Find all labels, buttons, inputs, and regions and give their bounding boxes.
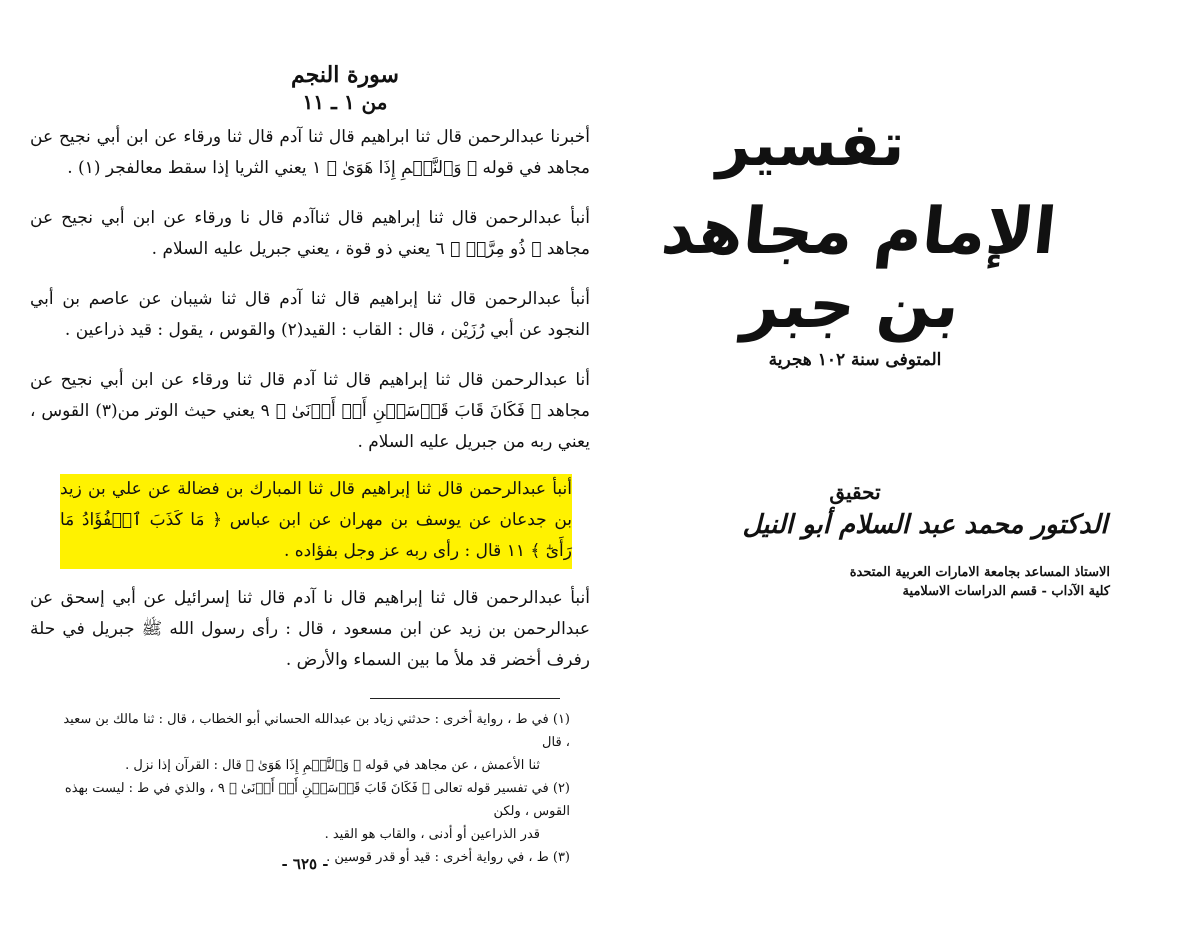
footnote-line: (١) في ط ، رواية أخرى : حدثني زياد بن عبدالله الحساني أبو الخطاب ، قال : ثنا مالك بن سعيد ، قال (63, 712, 570, 750)
page-number: - ٦٢٥ - (281, 855, 329, 873)
paragraph-2: أنبأ عبدالرحمن قال ثنا إبراهيم قال ثناآدم قال نا ورقاء عن ابن أبي نجيح عن مجاهد ﴿ ذُو مِرَّةٖ ﴾ ٦ يعني ذو قوة ، يعني جبريل عليه السلام . (30, 208, 590, 259)
paragraph-3: أنبأ عبدالرحمن قال ثنا إبراهيم قال ثنا آدم قال ثنا شيبان عن عاصم بن أبي النجود عن أبي رُزَيْن ، قال : القاب : القيد(٢) والقوس ، يقول : قيد ذراعين . (30, 289, 590, 340)
paragraph-1 (30, 122, 590, 184)
footnote-line: (٢) في تفسير قوله تعالى ﴿ فَكَانَ قَابَ قَوۡسَيۡنِ أَوۡ أَدۡنَىٰ ﴾ ٩ ، والذي في ط : ليست بهذه القوس ، ولكن (64, 781, 570, 819)
footnote-line: ثنا الأعمش ، عن مجاهد في قوله ﴿ وَٱلنَّجۡمِ إِذَا هَوَىٰ ﴾ قال : القرآن إذا نزل . (125, 758, 540, 773)
footnote-line: قدر الذراعين أو أدنى ، والقاب هو القيد . (324, 827, 540, 842)
affiliation-line: الاستاذ المساعد بجامعة الامارات العربية المتحدة (849, 565, 1110, 580)
paragraph-text: أخبرنا عبدالرحمن قال ثنا ابراهيم قال ثنا آدم قال ثنا ورقاء عن ابن أبي نجيح عن مجاهد في قوله ﴿ وَٱلنَّجۡمِ إِذَا هَوَىٰ ﴾ ١ يعني الثريا إذا سقط معالفجر (30, 127, 590, 178)
highlighted-paragraph: أنبأ عبدالرحمن قال ثنا إبراهيم قال ثنا المبارك بن فضالة عن علي بن زيد بن جدعان عن يوسف بن مهران عن ابن عباس ﴿ مَا كَذَبَ ٱلۡفُؤَادُ مَا رَأَىٰٓ ﴾ ١١ قال : رأى ربه عز وجل بفؤاده . (60, 474, 572, 569)
footnote-ref: (١) . (67, 158, 101, 178)
footnote-divider (370, 698, 560, 699)
edited-by-label: تحقيق (829, 480, 881, 504)
surah-title: سورة النجم (291, 62, 399, 88)
right-page (620, 40, 1180, 920)
paragraph-4: أنا عبدالرحمن قال ثنا إبراهيم قال ثنا آدم قال ثنا ورقاء عن ابن أبي نجيح عن مجاهد ﴿ فَكَانَ قَابَ قَوۡسَيۡنِ أَوۡ أَدۡنَىٰ ﴾ ٩ يعني حيث الوتر من(٣) القوس ، يعني ربه من جبريل عليه السلام . (30, 370, 591, 452)
left-page (30, 40, 590, 920)
footnote-2 (60, 777, 570, 846)
editor-name: الدكتور محمد عبد السلام أبو النيل (742, 510, 1108, 540)
verse-range: من ١ ـ ١١ (302, 90, 388, 114)
footnote-1 (60, 708, 570, 777)
death-date: المتوفى سنة ١٠٢ هجرية (768, 350, 942, 370)
affiliation-line: كلية الآداب - قسم الدراسات الاسلامية (902, 584, 1110, 599)
paragraph-6: أنبأ عبدالرحمن قال ثنا إبراهيم قال نا آدم قال ثنا إسرائيل عن أبي إسحق عن عبدالرحمن بن زيد عن ابن مسعود ، قال : رأى رسول الله ﷺ جبريل في حلة رفرف أخضر قد ملأ ما بين السماء والأرض . (30, 588, 590, 670)
editor-affiliation (740, 563, 1110, 601)
book-title-line-1: تفسير (715, 110, 905, 180)
book-title-line-2: الإمام مجاهد بن جبر (658, 195, 1060, 343)
footnotes (60, 708, 570, 869)
footnote-line: (٣) ط ، في رواية أخرى : قيد أو قدر قوسين . (326, 850, 570, 865)
